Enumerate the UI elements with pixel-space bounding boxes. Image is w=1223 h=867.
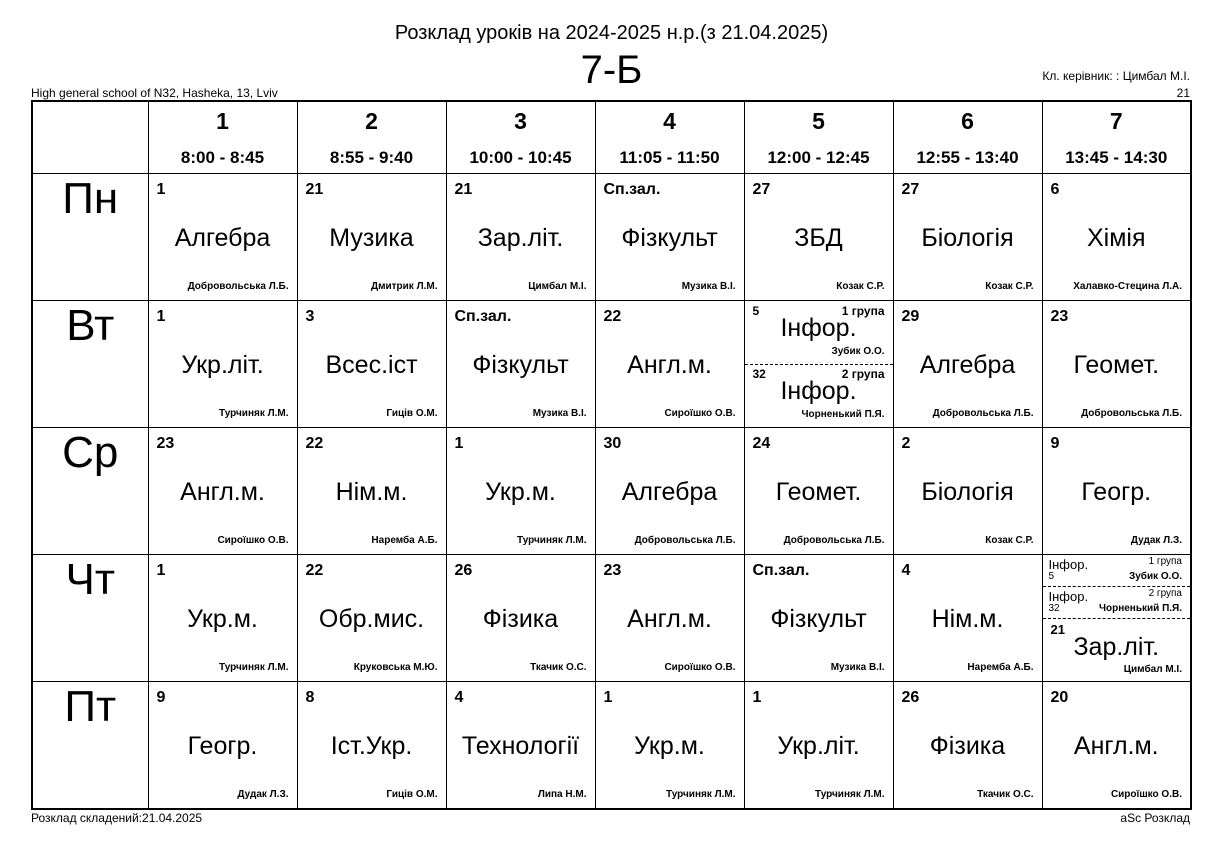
lesson-teacher: Гиців О.М. bbox=[386, 789, 438, 800]
lesson-room: 9 bbox=[156, 689, 166, 707]
day-row bbox=[32, 555, 1191, 682]
lesson-teacher: Добровольська Л.Б. bbox=[783, 535, 885, 547]
lesson-subject: Укр.м. bbox=[187, 605, 258, 634]
lesson-room: 21 bbox=[454, 180, 473, 198]
lesson-room: 24 bbox=[752, 434, 771, 452]
lesson-room: 6 bbox=[1050, 180, 1060, 198]
lesson-subject: Інфор. bbox=[780, 376, 857, 405]
lesson-teacher: Ткачик О.С. bbox=[530, 662, 587, 674]
lesson-room: 5 bbox=[752, 303, 760, 318]
lesson-teacher: Добровольська Л.Б. bbox=[932, 407, 1034, 419]
lesson-teacher: Зубик О.О. bbox=[831, 345, 885, 357]
period-time: 13:45 - 14:30 bbox=[1065, 148, 1168, 167]
lesson-cell bbox=[893, 427, 1042, 554]
lesson-cell bbox=[744, 300, 893, 427]
group-label: 1 група bbox=[1148, 556, 1182, 568]
lesson-subject: Фізкульт bbox=[621, 223, 718, 252]
lesson-subject: Англ.м. bbox=[627, 605, 712, 634]
lesson-subject: Алгебра bbox=[919, 350, 1016, 379]
period-number: 5 bbox=[812, 108, 825, 134]
lesson-room: 23 bbox=[603, 562, 622, 580]
period-header bbox=[297, 101, 446, 173]
lesson-teacher: Круковська М.Ю. bbox=[353, 662, 438, 674]
period-header bbox=[148, 101, 297, 173]
lesson-teacher: Халавко-Стецина Л.А. bbox=[1073, 280, 1182, 292]
lesson-teacher: Дудак Л.З. bbox=[1130, 535, 1182, 547]
lesson-room: 4 bbox=[901, 562, 911, 580]
school-name: High general school of N32, Hasheka, 13, Lviv bbox=[31, 86, 278, 100]
timetable-body bbox=[32, 101, 1191, 809]
lesson-teacher: Турчиняк Л.М. bbox=[218, 407, 289, 419]
lesson-teacher: Сироїшко О.В. bbox=[664, 407, 736, 419]
lesson-cell bbox=[744, 682, 893, 809]
lesson-room: 9 bbox=[1050, 434, 1060, 452]
day-row bbox=[32, 427, 1191, 554]
lesson-subject: Іст.Укр. bbox=[330, 732, 413, 761]
lesson-teacher: Дудак Л.З. bbox=[237, 789, 289, 800]
day-row bbox=[32, 173, 1191, 300]
lesson-subject: Нім.м. bbox=[931, 605, 1004, 634]
lesson-cell bbox=[893, 682, 1042, 809]
lesson-room: 1 bbox=[156, 180, 166, 198]
lesson-room: 27 bbox=[752, 180, 771, 198]
lesson-cell bbox=[744, 173, 893, 300]
lesson-subject: Укр.літ. bbox=[777, 732, 860, 761]
lesson-subject: Фізика bbox=[482, 605, 559, 634]
lesson-room: 4 bbox=[454, 689, 464, 707]
lesson-teacher: Чорненький П.Я. bbox=[1098, 603, 1182, 615]
lesson-cell bbox=[148, 300, 297, 427]
lesson-cell bbox=[297, 555, 446, 682]
lesson-teacher: Добровольська Л.Б. bbox=[634, 535, 736, 547]
lesson-subject: Геомет. bbox=[775, 477, 862, 506]
lesson-room: 30 bbox=[603, 434, 622, 452]
lesson-cell bbox=[148, 173, 297, 300]
lesson-subject: Обр.мис. bbox=[318, 605, 425, 634]
day-name: Пт bbox=[32, 682, 148, 809]
lesson-subject: Всес.іст bbox=[325, 350, 418, 379]
lesson-teacher: Козак С.Р. bbox=[985, 280, 1034, 292]
lesson-room: Сп.зал. bbox=[454, 307, 512, 325]
day-row bbox=[32, 682, 1191, 809]
class-name: 7-Б bbox=[580, 48, 643, 92]
lesson-subject: Укр.м. bbox=[485, 477, 556, 506]
created-date: Розклад складений:21.04.2025 bbox=[31, 811, 203, 825]
period-number: 1 bbox=[216, 108, 229, 134]
lesson-subject: Геогр. bbox=[187, 732, 258, 761]
lesson-teacher: Турчиняк Л.М. bbox=[218, 662, 289, 674]
lesson-subject: Фізкульт bbox=[472, 350, 569, 379]
lesson-cell bbox=[744, 427, 893, 554]
period-number: 6 bbox=[961, 108, 974, 134]
lesson-teacher: Сироїшко О.В. bbox=[664, 662, 736, 674]
corner-cell bbox=[32, 101, 148, 173]
lesson-cell bbox=[148, 555, 297, 682]
lesson-teacher: Цимбал М.І. bbox=[528, 280, 587, 292]
lesson-teacher: Липа Н.М. bbox=[537, 789, 587, 800]
lesson-room: Сп.зал. bbox=[752, 562, 810, 580]
lesson-subject: Англ.м. bbox=[1073, 732, 1159, 761]
lesson-teacher: Турчиняк Л.М. bbox=[665, 789, 736, 800]
lesson-subject: Нім.м. bbox=[335, 477, 408, 506]
lesson-subject: Геомет. bbox=[1073, 350, 1160, 379]
lesson-room: 22 bbox=[603, 307, 622, 325]
lesson-cell bbox=[595, 300, 744, 427]
lesson-subject: Хімія bbox=[1086, 223, 1146, 252]
period-time: 8:55 - 9:40 bbox=[329, 148, 414, 167]
lesson-cell bbox=[893, 300, 1042, 427]
group-label: 1 група bbox=[841, 303, 885, 318]
lesson-room: 26 bbox=[901, 689, 920, 707]
lesson-cell bbox=[595, 427, 744, 554]
lesson-room: 1 bbox=[752, 689, 762, 707]
group-lesson bbox=[1043, 555, 1191, 587]
lesson-teacher: Наремба А.Б. bbox=[967, 662, 1034, 674]
lesson-room: 1 bbox=[454, 434, 464, 452]
lesson-room: 26 bbox=[454, 562, 473, 580]
period-header bbox=[1042, 101, 1191, 173]
lesson-room: 8 bbox=[305, 689, 315, 707]
period-number: 7 bbox=[1109, 108, 1123, 134]
lesson-teacher: Турчиняк Л.М. bbox=[516, 535, 587, 547]
lesson-cell bbox=[148, 427, 297, 554]
group-label: 2 група bbox=[1148, 588, 1182, 600]
day-name: Ср bbox=[32, 427, 148, 554]
lesson-room: 5 bbox=[1048, 571, 1055, 583]
group-lesson bbox=[1043, 587, 1191, 619]
lesson-room: 3 bbox=[305, 307, 315, 325]
lesson-teacher: Ткачик О.С. bbox=[977, 789, 1034, 800]
lesson-subject: Зар.літ. bbox=[477, 223, 564, 252]
group-lesson bbox=[745, 301, 893, 365]
period-time: 8:00 - 8:45 bbox=[180, 148, 265, 167]
period-time: 11:05 - 11:50 bbox=[619, 148, 720, 167]
lesson-cell bbox=[595, 555, 744, 682]
lesson-room: 22 bbox=[305, 434, 324, 452]
lesson-subject: Англ.м. bbox=[627, 350, 712, 379]
lesson-cell bbox=[297, 300, 446, 427]
lesson-teacher: Козак С.Р. bbox=[985, 535, 1034, 547]
lesson-cell bbox=[297, 173, 446, 300]
lesson-teacher: Зубик О.О. bbox=[1128, 571, 1182, 583]
period-time: 12:55 - 13:40 bbox=[916, 148, 1019, 167]
lesson-subject: Геогр. bbox=[1081, 477, 1152, 506]
lesson-subject: Фізкульт bbox=[770, 605, 867, 634]
lesson-teacher: Козак С.Р. bbox=[836, 280, 885, 292]
lesson-room: 23 bbox=[156, 434, 175, 452]
lesson-room: 27 bbox=[901, 180, 920, 198]
lesson-teacher: Музика В.І. bbox=[532, 407, 587, 419]
lesson-room: 23 bbox=[1050, 307, 1069, 325]
lesson-subject: Музика bbox=[329, 223, 414, 252]
period-header-row bbox=[32, 101, 1191, 173]
lesson-cell bbox=[148, 682, 297, 809]
lesson-cell bbox=[595, 173, 744, 300]
lesson-cell bbox=[446, 300, 595, 427]
lesson-teacher: Музика В.І. bbox=[830, 662, 885, 674]
lesson-cell bbox=[1042, 682, 1191, 809]
lesson-subject: Зар.літ. bbox=[1073, 633, 1160, 662]
lesson-teacher: Гиців О.М. bbox=[386, 407, 438, 419]
lesson-teacher: Цимбал М.І. bbox=[1123, 664, 1182, 676]
lesson-room: 22 bbox=[305, 562, 324, 580]
day-name: Пн bbox=[32, 173, 148, 300]
lesson-subject: Алгебра bbox=[621, 477, 718, 506]
lesson-cell bbox=[893, 173, 1042, 300]
period-time: 12:00 - 12:45 bbox=[767, 148, 870, 167]
lesson-teacher: Сироїшко О.В. bbox=[217, 535, 289, 547]
lesson-subject: Технології bbox=[461, 732, 580, 761]
lesson-room: 1 bbox=[603, 689, 613, 707]
class-teacher: Кл. керівник: : Цимбал М.І. bbox=[1042, 69, 1190, 83]
period-header bbox=[446, 101, 595, 173]
lesson-subject: Біологія bbox=[921, 223, 1014, 252]
period-header bbox=[595, 101, 744, 173]
lesson-cell bbox=[446, 682, 595, 809]
lesson-cell bbox=[446, 173, 595, 300]
lesson-room: Сп.зал. bbox=[603, 180, 661, 198]
software-name: aSc Розклад bbox=[1120, 811, 1190, 825]
period-number: 2 bbox=[365, 108, 378, 134]
group-label: 2 група bbox=[841, 366, 885, 381]
page-title: Розклад уроків на 2024-2025 н.р.(з 21.04.2025) bbox=[394, 22, 829, 44]
lesson-teacher: Сироїшко О.В. bbox=[1110, 789, 1182, 800]
lesson-room: 1 bbox=[156, 562, 166, 580]
lesson-room: 2 bbox=[901, 434, 911, 452]
lesson-subject: ЗБД bbox=[794, 223, 843, 252]
period-number: 3 bbox=[514, 108, 527, 134]
lesson-teacher: Музика В.І. bbox=[681, 280, 736, 292]
period-header bbox=[893, 101, 1042, 173]
group-lesson bbox=[745, 364, 893, 427]
lesson-room: 29 bbox=[901, 307, 920, 325]
lesson-teacher: Добровольська Л.Б. bbox=[1081, 407, 1182, 419]
period-time: 10:00 - 10:45 bbox=[469, 148, 572, 167]
lesson-cell bbox=[1042, 555, 1191, 682]
lesson-room: 32 bbox=[1048, 603, 1060, 615]
lesson-subject: Фізика bbox=[929, 732, 1006, 761]
lesson-subject: Укр.літ. bbox=[181, 350, 264, 379]
lesson-cell bbox=[893, 555, 1042, 682]
lesson-teacher: Турчиняк Л.М. bbox=[814, 789, 885, 800]
lesson-cell bbox=[595, 682, 744, 809]
lesson-subject: Укр.м. bbox=[634, 732, 705, 761]
lesson-subject: Інфор. bbox=[1048, 557, 1089, 573]
lesson-cell bbox=[446, 555, 595, 682]
lesson-subject: Інфор. bbox=[1048, 589, 1089, 605]
lesson-teacher: Дмитрик Л.М. bbox=[370, 280, 438, 292]
lesson-subject: Англ.м. bbox=[180, 477, 265, 506]
lesson-cell bbox=[744, 555, 893, 682]
lesson-cell bbox=[1042, 173, 1191, 300]
lesson-cell bbox=[297, 682, 446, 809]
day-row bbox=[32, 300, 1191, 427]
lesson-cell bbox=[1042, 300, 1191, 427]
period-header bbox=[744, 101, 893, 173]
period-number: 4 bbox=[663, 108, 676, 134]
lesson-teacher: Чорненький П.Я. bbox=[801, 408, 885, 420]
lesson-teacher: Добровольська Л.Б. bbox=[187, 280, 289, 292]
lesson-subject: Алгебра bbox=[174, 223, 271, 252]
lesson-room: 20 bbox=[1050, 689, 1069, 707]
lesson bbox=[1043, 619, 1191, 681]
timetable bbox=[31, 100, 1192, 810]
lesson-cell bbox=[297, 427, 446, 554]
lesson-subject: Інфор. bbox=[780, 313, 857, 342]
lesson-teacher: Наремба А.Б. bbox=[371, 535, 438, 547]
lesson-cell bbox=[446, 427, 595, 554]
lesson-room: 21 bbox=[1050, 622, 1065, 638]
lesson-room: 1 bbox=[156, 307, 166, 325]
lesson-room: 21 bbox=[305, 180, 324, 198]
day-name: Чт bbox=[32, 555, 148, 682]
day-name: Вт bbox=[32, 300, 148, 427]
home-room: 21 bbox=[1176, 86, 1190, 100]
lesson-subject: Біологія bbox=[921, 477, 1014, 506]
lesson-room: 32 bbox=[752, 366, 766, 381]
lesson-cell bbox=[1042, 427, 1191, 554]
